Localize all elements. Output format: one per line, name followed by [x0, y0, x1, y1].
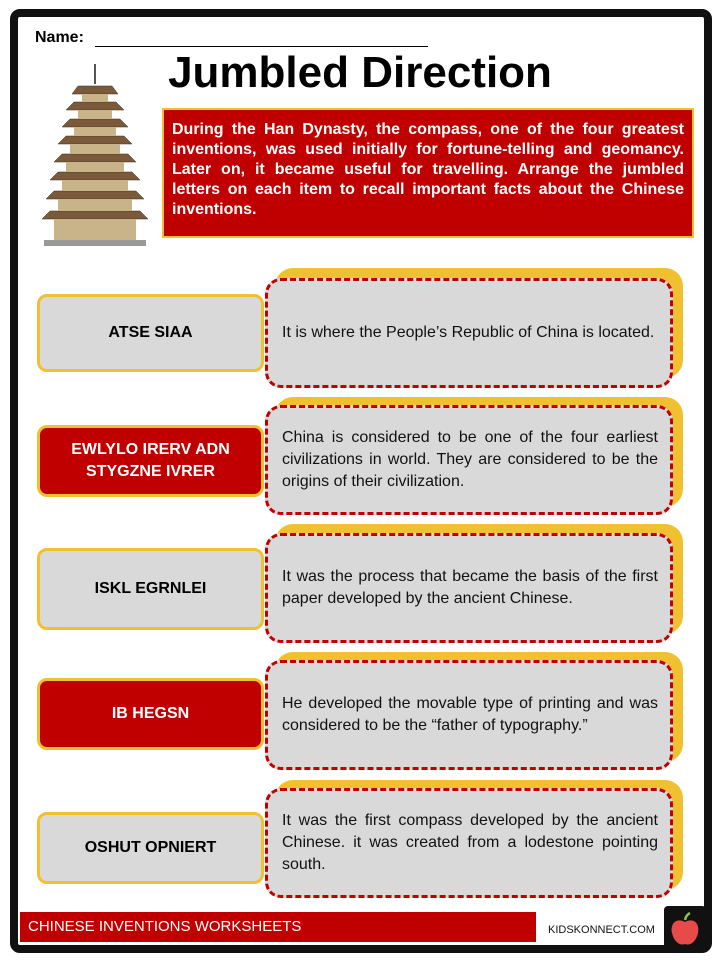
jumbled-word-box[interactable]: OSHUT OPNIERT [37, 812, 264, 884]
clue-text: It was the process that became the basis of the first paper developed by the ancient Chinese. [282, 568, 658, 607]
apple-icon [664, 906, 706, 952]
clue-text: It is where the People’s Republic of China is located. [282, 324, 655, 341]
clue-text: It was the first compass developed by the ancient Chinese. it was created from a lodestone pointing south. [282, 812, 658, 873]
clue-text: China is considered to be one of the four earliest civilizations in world. They are considered to be the origins of their civilization. [282, 429, 658, 490]
clue-card [265, 533, 673, 643]
footer-title: CHINESE INVENTIONS WORKSHEETS [20, 912, 536, 942]
clue-card [265, 788, 673, 898]
pagoda-image [38, 64, 152, 248]
name-label: Name: [35, 29, 84, 46]
clue-text: He developed the movable type of printing and was considered to be the “father of typography.” [282, 695, 658, 734]
clue-card [265, 405, 673, 515]
jumbled-word-box[interactable]: ATSE SIAA [37, 294, 264, 372]
jumbled-word-box[interactable]: IB HEGSN [37, 678, 264, 750]
logo-box [664, 906, 706, 952]
jumbled-word-box[interactable]: EWLYLO IRERV ADN STYGZNE IVRER [37, 425, 264, 497]
brand-link[interactable]: KIDSKONNECT.COM [548, 924, 655, 936]
page-title: Jumbled Direction [168, 48, 552, 97]
jumbled-word-box[interactable]: ISKL EGRNLEI [37, 548, 264, 630]
clue-card [265, 660, 673, 770]
instructions-box: During the Han Dynasty, the compass, one of the four greatest inventions, was used initially for fortune-telling and geomancy. Later on, it became useful for travelling. Arrange the jumbled letters on each item to recall important facts about the Chinese inventions. [162, 108, 694, 238]
name-input-line[interactable] [95, 46, 428, 47]
clue-card [265, 278, 673, 388]
